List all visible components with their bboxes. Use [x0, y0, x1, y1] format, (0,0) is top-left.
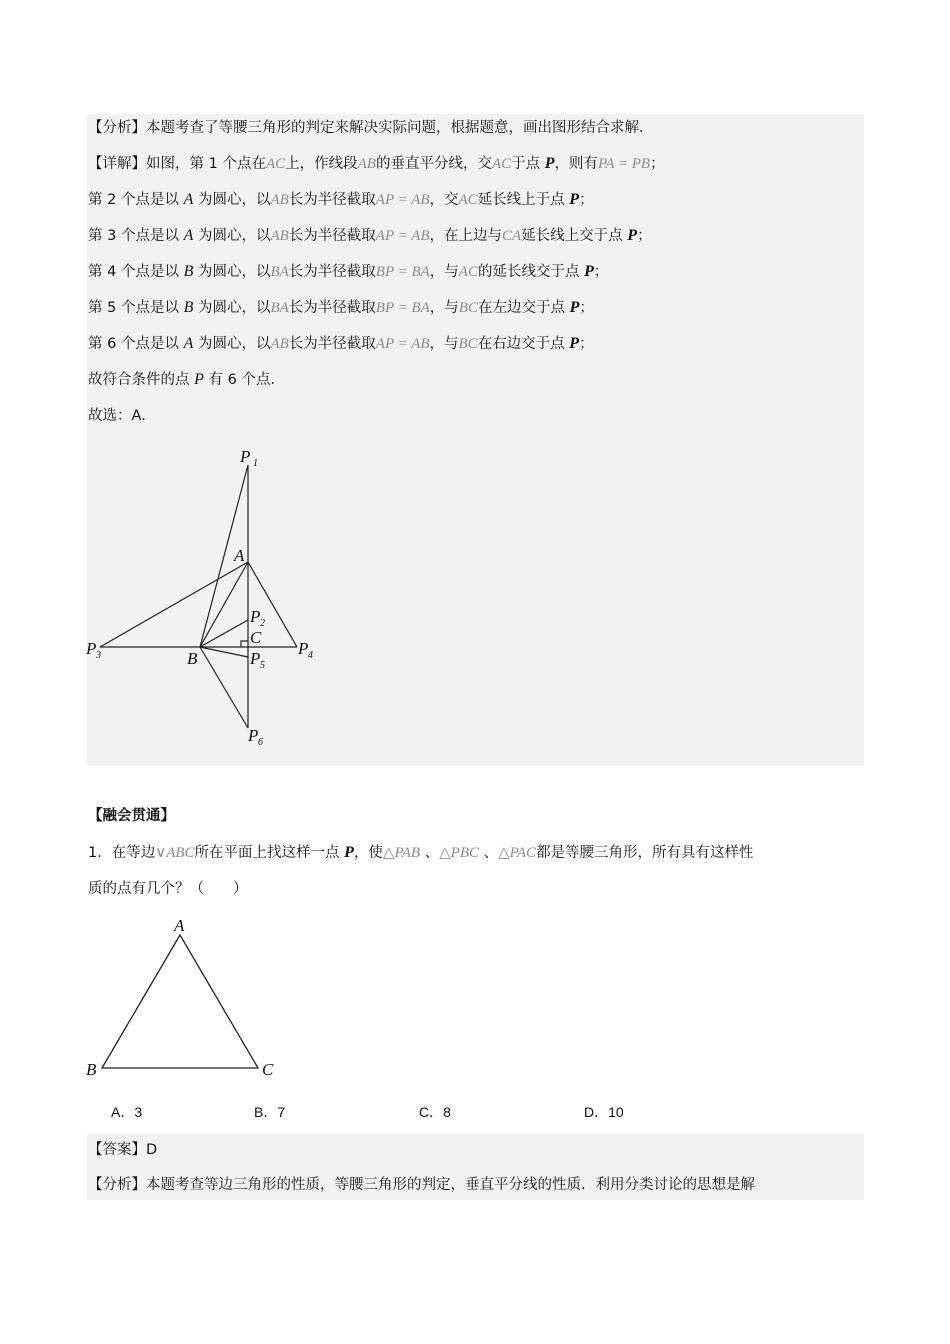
tri-label-a: A: [174, 916, 185, 935]
label-p4: P: [298, 639, 309, 658]
tri-label-b: B: [86, 1060, 97, 1079]
analysis-line: 【分析】本题考查了等腰三角形的判定来解决实际问题，根据题意，画出图形结合求解．: [88, 120, 654, 136]
step-4-line: 第 4 个点是以 B 为圆心，以BA长为半径截取BP = BA，与AC的延长线交于点 P；: [88, 263, 609, 280]
label-p4-sub: 4: [308, 650, 313, 661]
label-p1-sub: 1: [253, 458, 258, 469]
solution-figure: [80, 440, 340, 760]
label-p2: P: [250, 607, 261, 626]
step-5-line: 第 5 个点是以 B 为圆心，以BA长为半径截取BP = BA，与BC在左边交于点 P；: [88, 299, 594, 316]
option-a[interactable]: A．3: [111, 1104, 143, 1120]
question-figure: [80, 910, 290, 1085]
section-title: 【融会贯通】: [88, 808, 175, 824]
option-d[interactable]: D．10: [584, 1104, 624, 1120]
detail-line: 【详解】如图，第 1 个点在AC上，作线段AB的垂直平分线，交AC于点 P，则有PA = PB；: [88, 155, 665, 172]
label-b: B: [187, 649, 198, 668]
tri-label-c: C: [262, 1060, 274, 1079]
label-p6-sub: 6: [258, 737, 263, 748]
label-p5: P: [250, 649, 261, 668]
conclusion-line: 故符合条件的点 P 有 6 个点．: [88, 371, 285, 388]
answer-line: 【答案】D: [88, 1142, 158, 1158]
step-2-line: 第 2 个点是以 A 为圆心，以AB长为半径截取AP = AB，交AC延长线上于点 P；: [88, 191, 594, 208]
label-a: A: [234, 546, 245, 565]
step-6-line: 第 6 个点是以 A 为圆心，以AB长为半径截取AP = AB，与BC在右边交于点 P；: [88, 335, 594, 352]
option-c[interactable]: C．8: [419, 1104, 451, 1120]
label-p6: P: [248, 726, 259, 745]
label-p2-sub: 2: [260, 618, 265, 629]
label-p3-sub: 3: [96, 650, 101, 661]
label-p1: P: [240, 447, 251, 466]
question-line-1: 1．在等边∨ABC所在平面上找这样一点 P，使△PAB 、△PBC 、△PAC都是等腰三角形，所有具有这样性: [88, 844, 754, 861]
label-p5-sub: 5: [260, 660, 265, 671]
step-3-line: 第 3 个点是以 A 为圆心，以AB长为半径截取AP = AB，在上边与CA延长线上交于点 P；: [88, 227, 652, 244]
choice-line: 故选：A．: [88, 408, 156, 424]
label-c: C: [250, 628, 262, 647]
label-p3: P: [86, 639, 97, 658]
analysis-2-line: 【分析】本题考查等边三角形的性质，等腰三角形的判定，垂直平分线的性质．利用分类讨论的思想是解: [88, 1177, 755, 1193]
question-line-2: 质的点有几个？（ ）: [88, 881, 248, 897]
option-b[interactable]: B．7: [254, 1104, 286, 1120]
